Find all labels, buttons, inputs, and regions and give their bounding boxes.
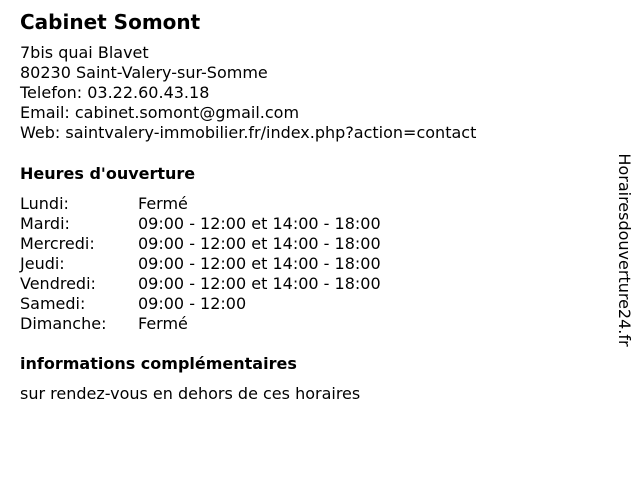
hours-row-thursday xyxy=(20,254,440,274)
address-line-1: 7bis quai Blavet xyxy=(20,43,149,62)
day-label: Dimanche: xyxy=(20,314,107,333)
business-name: Cabinet Somont xyxy=(20,10,201,34)
email-text: Email: cabinet.somont@gmail.com xyxy=(20,103,300,122)
hours-heading: Heures d'ouverture xyxy=(20,164,196,183)
day-label: Vendredi: xyxy=(20,274,96,293)
hours-table xyxy=(20,194,440,334)
website-text: Web: saintvalery-immobilier.fr/index.php?action=contact xyxy=(20,123,477,142)
day-label: Samedi: xyxy=(20,294,86,313)
hours-row-tuesday xyxy=(20,214,440,234)
hours-row-monday xyxy=(20,194,440,214)
day-label: Mardi: xyxy=(20,214,70,233)
info-heading: informations complémentaires xyxy=(20,354,297,373)
day-label: Lundi: xyxy=(20,194,69,213)
day-hours: Fermé xyxy=(138,194,188,213)
day-hours: 09:00 - 12:00 xyxy=(138,294,247,313)
site-watermark: Horairesdouverture24.fr xyxy=(615,153,634,347)
day-label: Jeudi: xyxy=(20,254,65,273)
contact-block xyxy=(20,43,476,143)
phone-text: Telefon: 03.22.60.43.18 xyxy=(20,83,210,102)
info-text: sur rendez-vous en dehors de ces horaires xyxy=(20,384,361,403)
hours-row-wednesday xyxy=(20,234,440,254)
hours-row-sunday xyxy=(20,314,440,334)
day-hours: 09:00 - 12:00 et 14:00 - 18:00 xyxy=(138,214,381,233)
day-hours: Fermé xyxy=(138,314,188,333)
day-hours: 09:00 - 12:00 et 14:00 - 18:00 xyxy=(138,254,381,273)
day-label: Mercredi: xyxy=(20,234,95,253)
hours-row-friday xyxy=(20,274,440,294)
address-line-2: 80230 Saint-Valery-sur-Somme xyxy=(20,63,268,82)
day-hours: 09:00 - 12:00 et 14:00 - 18:00 xyxy=(138,274,381,293)
day-hours: 09:00 - 12:00 et 14:00 - 18:00 xyxy=(138,234,381,253)
hours-row-saturday xyxy=(20,294,440,314)
